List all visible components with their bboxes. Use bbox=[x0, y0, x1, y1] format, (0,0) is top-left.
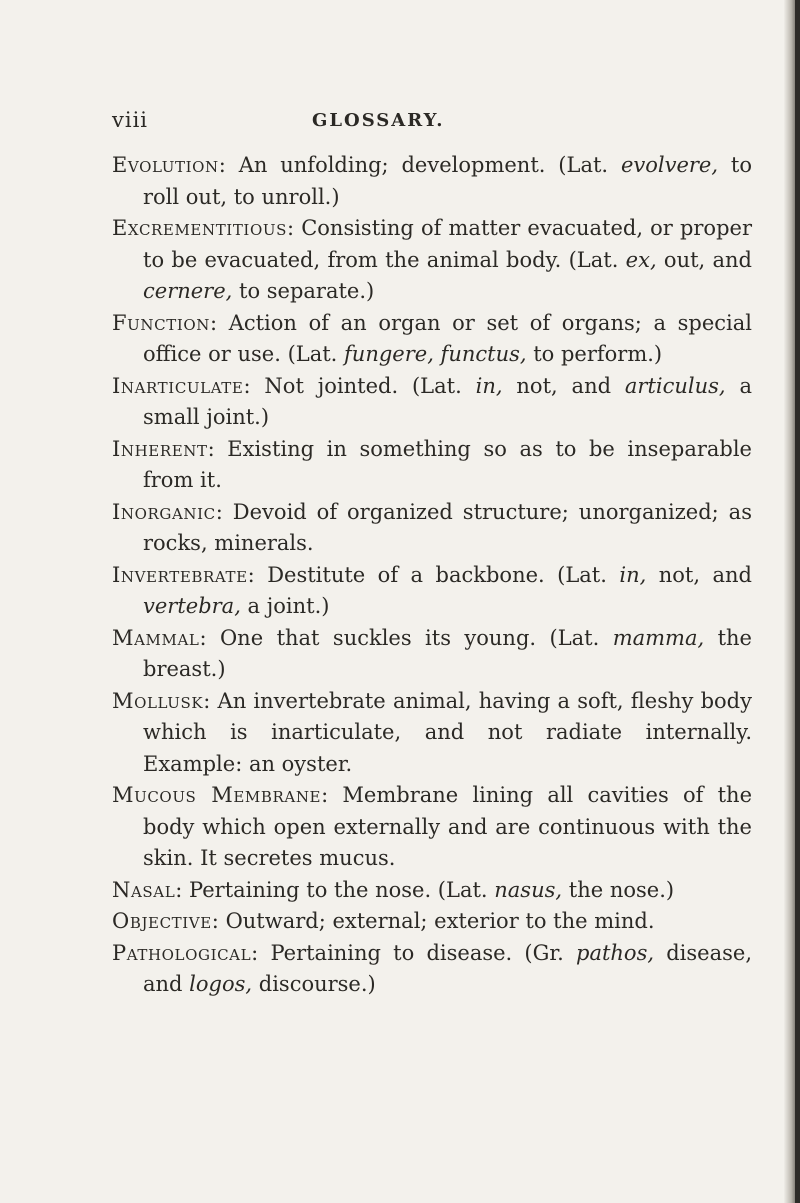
glossary-entry bbox=[112, 213, 752, 308]
definition-text: not, and bbox=[502, 373, 625, 398]
term-separator: : bbox=[209, 310, 229, 335]
term-separator: : bbox=[218, 153, 239, 177]
definition-text: to perform.) bbox=[526, 342, 663, 366]
glossary-entry bbox=[112, 560, 752, 623]
glossary-term: Mammal bbox=[112, 625, 200, 650]
glossary-term: Objective bbox=[112, 909, 212, 933]
definition-text: An invertebrate animal, having a soft, fleshy body which is inarticulate, and not radiate internally. Example: an oyster. bbox=[143, 688, 752, 776]
definition-text: Existing in something so as to be inseparable from it. bbox=[143, 436, 752, 492]
glossary-term: Mucous Membrane bbox=[112, 783, 322, 807]
definition-text: Devoid of organized structure; unorganized; as rocks, minerals. bbox=[143, 499, 752, 555]
glossary-entry bbox=[112, 906, 752, 938]
definition-text: a small joint.) bbox=[143, 373, 752, 429]
glossary-term: Mollusk bbox=[112, 688, 204, 713]
term-separator: : bbox=[175, 877, 190, 902]
definition-text: Membrane lining all cavities of the body which open externally and are continuous with the skin. It secretes mucus. bbox=[143, 783, 752, 870]
glossary-term: Nasal bbox=[112, 877, 176, 902]
definition-italic-text: nasus, bbox=[494, 877, 563, 902]
definition-text: not, and bbox=[646, 562, 752, 587]
glossary-entry bbox=[112, 623, 752, 686]
term-separator: : bbox=[243, 373, 265, 398]
definition-italic-text: mamma, bbox=[612, 625, 705, 650]
glossary-entry bbox=[112, 875, 752, 907]
glossary-term: Invertebrate bbox=[112, 562, 248, 587]
glossary-entry bbox=[112, 308, 752, 371]
definition-text: Outward; external; exterior to the mind. bbox=[225, 909, 655, 933]
definition-text: out, and bbox=[656, 247, 752, 272]
term-separator: : bbox=[199, 625, 220, 650]
term-separator: : bbox=[215, 499, 233, 524]
definition-text: a joint.) bbox=[240, 594, 330, 618]
term-separator: : bbox=[251, 940, 271, 965]
glossary-term: Excrementitious bbox=[112, 216, 287, 240]
glossary-term: Evolution bbox=[112, 153, 219, 177]
definition-text: disease, and bbox=[143, 940, 752, 996]
definition-text: to separate.) bbox=[232, 279, 375, 303]
glossary-entry bbox=[112, 497, 752, 560]
page-number: viii bbox=[112, 108, 149, 132]
definition-text: Action of an organ or set of organs; a special office or use. (Lat. bbox=[143, 310, 752, 366]
term-separator: : bbox=[203, 688, 218, 713]
glossary-entry bbox=[112, 371, 752, 434]
definition-italic-text: ex, bbox=[625, 247, 657, 272]
definition-italic-text: articulus, bbox=[624, 373, 726, 398]
definition-italic-text: fungere, functus, bbox=[344, 342, 527, 366]
glossary-entry bbox=[112, 434, 752, 497]
definition-text: Pertaining to disease. (Gr. bbox=[270, 940, 576, 965]
glossary-list bbox=[112, 150, 752, 1001]
definition-italic-text: pathos, bbox=[576, 940, 655, 965]
term-separator: : bbox=[211, 909, 226, 933]
definition-italic-text: cernere, bbox=[143, 279, 233, 303]
glossary-term: Inherent bbox=[112, 436, 208, 461]
term-separator: : bbox=[321, 783, 343, 807]
term-separator: : bbox=[286, 216, 302, 240]
glossary-entry bbox=[112, 150, 752, 213]
definition-text: discourse.) bbox=[252, 972, 376, 996]
definition-italic-text: logos, bbox=[189, 972, 253, 996]
glossary-term: Inorganic bbox=[112, 499, 216, 524]
glossary-term: Inarticulate bbox=[112, 373, 244, 398]
definition-text: to roll out, to unroll.) bbox=[143, 153, 752, 209]
definition-italic-text: vertebra, bbox=[143, 594, 241, 618]
page-header bbox=[112, 108, 732, 134]
definition-text: the breast.) bbox=[143, 625, 752, 681]
glossary-term: Pathological bbox=[112, 940, 252, 965]
term-separator: : bbox=[207, 436, 228, 461]
definition-text: An unfolding; development. (Lat. bbox=[238, 153, 621, 177]
page-edge-dark bbox=[795, 0, 800, 1203]
definition-text: the nose.) bbox=[562, 877, 675, 902]
definition-text: Destitute of a backbone. (Lat. bbox=[267, 562, 620, 587]
glossary-entry bbox=[112, 780, 752, 875]
definition-italic-text: in, bbox=[475, 373, 503, 398]
definition-italic-text: evolvere, bbox=[620, 153, 719, 177]
glossary-entry bbox=[112, 686, 752, 781]
definition-text: Pertaining to the nose. (Lat. bbox=[189, 877, 495, 902]
definition-text: One that suckles its young. (Lat. bbox=[219, 625, 613, 650]
glossary-entry bbox=[112, 938, 752, 1001]
definition-text: Not jointed. (Lat. bbox=[264, 373, 476, 398]
definition-text: Consisting of matter evacuated, or proper to be evacuated, from the animal body. (Lat. bbox=[143, 216, 752, 272]
running-head: GLOSSARY. bbox=[312, 110, 445, 131]
glossary-term: Function bbox=[112, 310, 210, 335]
definition-italic-text: in, bbox=[619, 562, 647, 587]
term-separator: : bbox=[247, 562, 268, 587]
